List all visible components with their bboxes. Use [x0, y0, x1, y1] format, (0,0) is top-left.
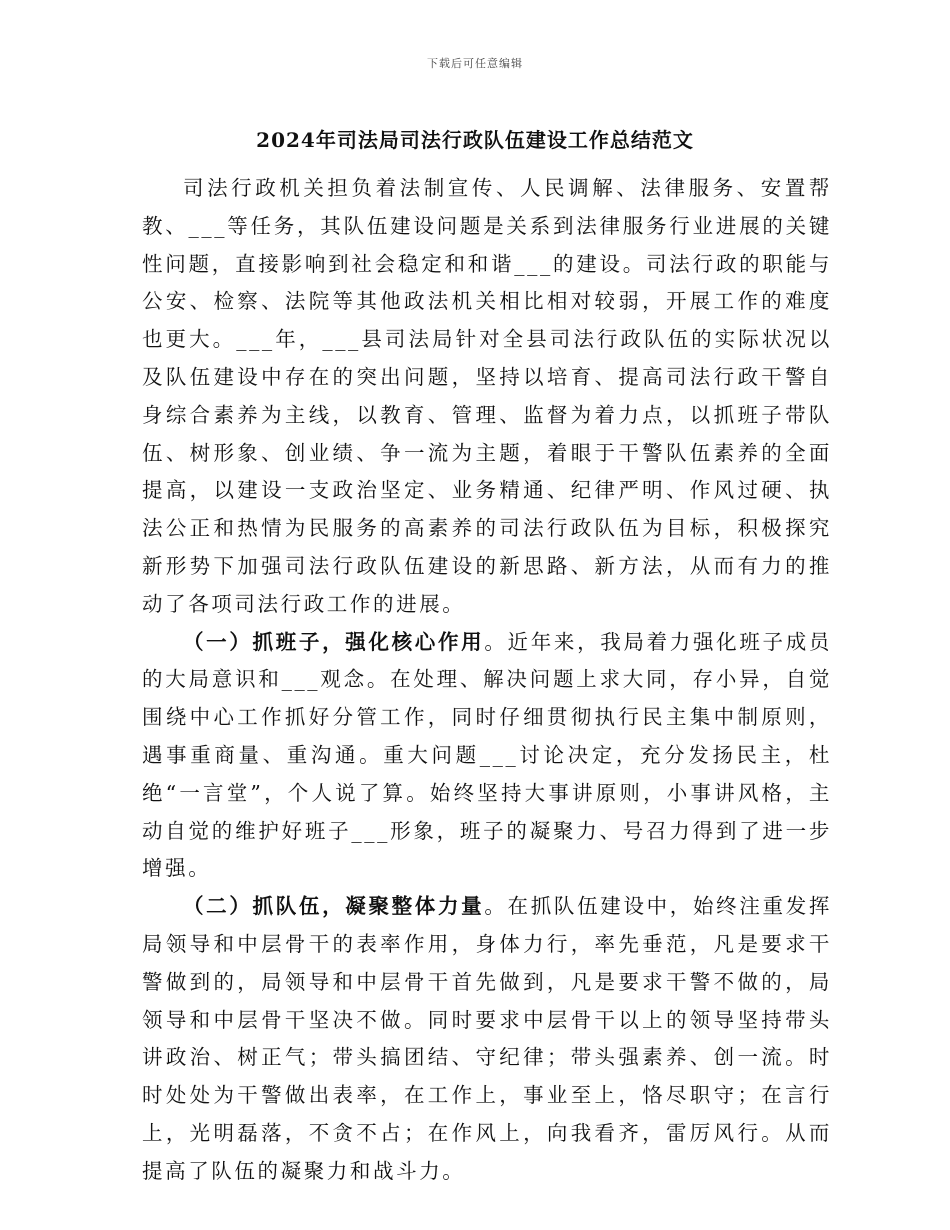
document-body	[142, 170, 832, 1191]
document-title: 2024年司法局司法行政队伍建设工作总结范文	[256, 128, 694, 152]
section-1-heading: （一）抓班子，强化核心作用	[183, 629, 485, 654]
paragraph-intro	[142, 170, 832, 624]
paragraph-section-1	[142, 624, 832, 889]
paragraph-section-2	[142, 888, 832, 1190]
section-1-text: 。近年来，我局着力强化班子成员的大局意识和___观念。在处理、解决问题上求大同，存小异，自觉围绕中心工作抓好分管工作，同时仔细贯彻执行民主集中制原则，遇事重商量、重沟通。重大问题___讨论决定，充分发扬民主，杜绝“一言堂”，个人说了算。始终坚持大事讲原则，小事讲风格，主动自觉的维护好班子___形象，班子的凝聚力、号召力得到了进一步增强。	[142, 629, 832, 881]
header-note: 下载后可任意编辑	[427, 57, 523, 70]
section-2-heading: （二）抓队伍，凝聚整体力量	[183, 894, 485, 919]
section-2-text: 。在抓队伍建设中，始终注重发挥局领导和中层骨干的表率作用，身体力行，率先垂范，凡是要求干警做到的，局领导和中层骨干首先做到，凡是要求干警不做的，局领导和中层骨干坚决不做。同时要求中层骨干以上的领导坚持带头讲政治、树正气；带头搞团结、守纪律；带头强素养、创一流。时时处处为干警做出表率，在工作上，事业至上，恪尽职守；在言行上，光明磊落，不贪不占；在作风上，向我看齐，雷厉风行。从而提高了队伍的凝聚力和战斗力。	[142, 894, 832, 1183]
paragraph-intro-text: 司法行政机关担负着法制宣传、人民调解、法律服务、安置帮教、___等任务，其队伍建设问题是关系到法律服务行业进展的关键性问题，直接影响到社会稳定和和谐___的建设。司法行政的职能与公安、检察、法院等其他政法机关相比相对较弱，开展工作的难度也更大。___年，___县司法局针对全县司法行政队伍的实际状况以及队伍建设中存在的突出问题，坚持以培育、提高司法行政干警自身综合素养为主线，以教育、管理、监督为着力点，以抓班子带队伍、树形象、创业绩、争一流为主题，着眼于干警队伍素养的全面提高，以建设一支政治坚定、业务精通、纪律严明、作风过硬、执法公正和热情为民服务的高素养的司法行政队伍为目标，积极探究新形势下加强司法行政队伍建设的新思路、新方法，从而有力的推动了各项司法行政工作的进展。	[142, 176, 832, 616]
